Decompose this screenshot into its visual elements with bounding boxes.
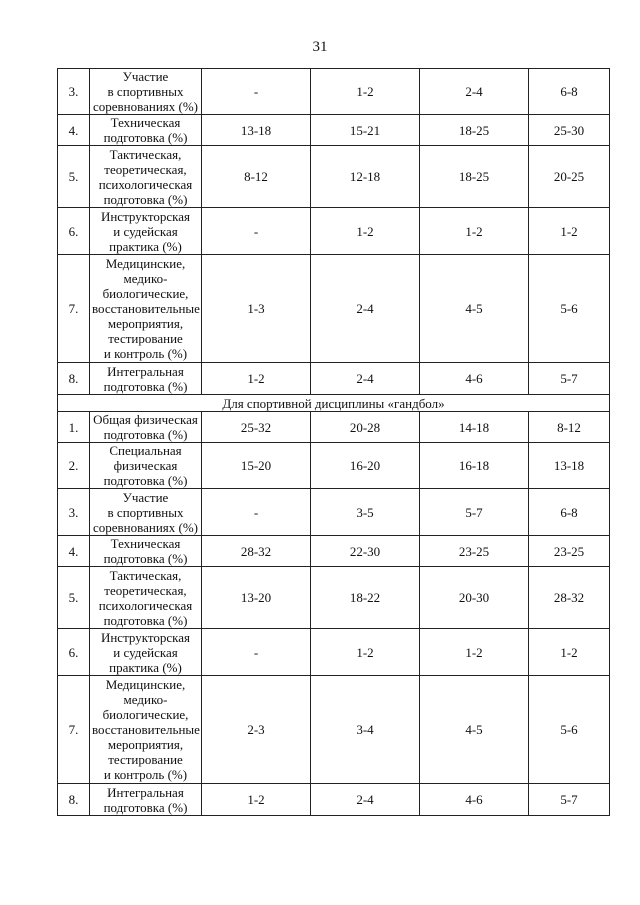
value-cell: - [202, 208, 311, 255]
value-cell: 15-20 [202, 443, 311, 489]
value-cell: 5-6 [529, 676, 610, 784]
value-cell: 13-18 [202, 115, 311, 146]
value-cell: 3-4 [311, 676, 420, 784]
row-number: 1. [58, 412, 90, 443]
table-row [58, 115, 610, 146]
value-cell: 4-5 [420, 676, 529, 784]
value-cell: 5-7 [420, 489, 529, 536]
value-cell: 1-2 [420, 629, 529, 676]
value-cell: 20-30 [420, 567, 529, 629]
training-norms-table [57, 68, 610, 816]
value-cell: 4-6 [420, 784, 529, 816]
value-cell: 2-4 [311, 255, 420, 363]
value-cell: 25-30 [529, 115, 610, 146]
value-cell: 12-18 [311, 146, 420, 208]
table-row [58, 208, 610, 255]
row-number: 6. [58, 629, 90, 676]
row-number: 8. [58, 784, 90, 816]
value-cell: 22-30 [311, 536, 420, 567]
row-label: Интегральная подготовка (%) [90, 784, 202, 816]
row-label: Инструкторская и судейская практика (%) [90, 208, 202, 255]
row-number: 4. [58, 536, 90, 567]
value-cell: 1-2 [202, 363, 311, 395]
value-cell: 3-5 [311, 489, 420, 536]
value-cell: 13-20 [202, 567, 311, 629]
value-cell: 18-22 [311, 567, 420, 629]
row-number: 4. [58, 115, 90, 146]
value-cell: 25-32 [202, 412, 311, 443]
row-label: Общая физическая подготовка (%) [90, 412, 202, 443]
value-cell: 1-2 [311, 69, 420, 115]
table-row [58, 567, 610, 629]
value-cell: - [202, 629, 311, 676]
value-cell: 28-32 [202, 536, 311, 567]
table-row [58, 69, 610, 115]
row-number: 6. [58, 208, 90, 255]
row-label: Медицинские, медико- биологические, восстановительные мероприятия, тестирование и контроль (%) [90, 255, 202, 363]
table-row [58, 629, 610, 676]
row-number: 3. [58, 489, 90, 536]
value-cell: 6-8 [529, 489, 610, 536]
row-number: 7. [58, 676, 90, 784]
value-cell: 4-5 [420, 255, 529, 363]
value-cell: 2-3 [202, 676, 311, 784]
value-cell: 20-25 [529, 146, 610, 208]
value-cell: 18-25 [420, 115, 529, 146]
row-number: 3. [58, 69, 90, 115]
value-cell: 18-25 [420, 146, 529, 208]
value-cell: 13-18 [529, 443, 610, 489]
value-cell: - [202, 489, 311, 536]
value-cell: 5-7 [529, 363, 610, 395]
row-label: Техническая подготовка (%) [90, 115, 202, 146]
value-cell: 2-4 [311, 363, 420, 395]
row-label: Тактическая, теоретическая, психологическая подготовка (%) [90, 567, 202, 629]
value-cell: 23-25 [420, 536, 529, 567]
table-row [58, 363, 610, 395]
value-cell: 15-21 [311, 115, 420, 146]
section-heading: Для спортивной дисциплины «гандбол» [58, 395, 610, 412]
value-cell: 1-2 [529, 208, 610, 255]
value-cell: 1-2 [420, 208, 529, 255]
row-number: 7. [58, 255, 90, 363]
row-number: 8. [58, 363, 90, 395]
row-number: 5. [58, 567, 90, 629]
value-cell: 28-32 [529, 567, 610, 629]
table-row [58, 489, 610, 536]
row-label: Медицинские, медико- биологические, восстановительные мероприятия, тестирование и контроль (%) [90, 676, 202, 784]
value-cell: 4-6 [420, 363, 529, 395]
value-cell: 1-2 [311, 208, 420, 255]
value-cell: 2-4 [311, 784, 420, 816]
row-number: 2. [58, 443, 90, 489]
row-number: 5. [58, 146, 90, 208]
value-cell: 1-2 [311, 629, 420, 676]
value-cell: - [202, 69, 311, 115]
value-cell: 1-2 [202, 784, 311, 816]
table-row [58, 255, 610, 363]
value-cell: 23-25 [529, 536, 610, 567]
row-label: Участие в спортивных соревнованиях (%) [90, 489, 202, 536]
value-cell: 2-4 [420, 69, 529, 115]
value-cell: 16-18 [420, 443, 529, 489]
value-cell: 16-20 [311, 443, 420, 489]
value-cell: 1-3 [202, 255, 311, 363]
value-cell: 20-28 [311, 412, 420, 443]
table-row [58, 784, 610, 816]
row-label: Участие в спортивных соревнованиях (%) [90, 69, 202, 115]
table-row [58, 412, 610, 443]
value-cell: 8-12 [202, 146, 311, 208]
table-row [58, 536, 610, 567]
value-cell: 5-7 [529, 784, 610, 816]
row-label: Техническая подготовка (%) [90, 536, 202, 567]
table-row [58, 443, 610, 489]
value-cell: 14-18 [420, 412, 529, 443]
value-cell: 8-12 [529, 412, 610, 443]
row-label: Тактическая, теоретическая, психологическая подготовка (%) [90, 146, 202, 208]
value-cell: 5-6 [529, 255, 610, 363]
row-label: Специальная физическая подготовка (%) [90, 443, 202, 489]
table-row [58, 146, 610, 208]
row-label: Инструкторская и судейская практика (%) [90, 629, 202, 676]
value-cell: 6-8 [529, 69, 610, 115]
row-label: Интегральная подготовка (%) [90, 363, 202, 395]
section-heading-row [58, 395, 610, 412]
table-row [58, 676, 610, 784]
page-number: 31 [312, 39, 328, 55]
value-cell: 1-2 [529, 629, 610, 676]
